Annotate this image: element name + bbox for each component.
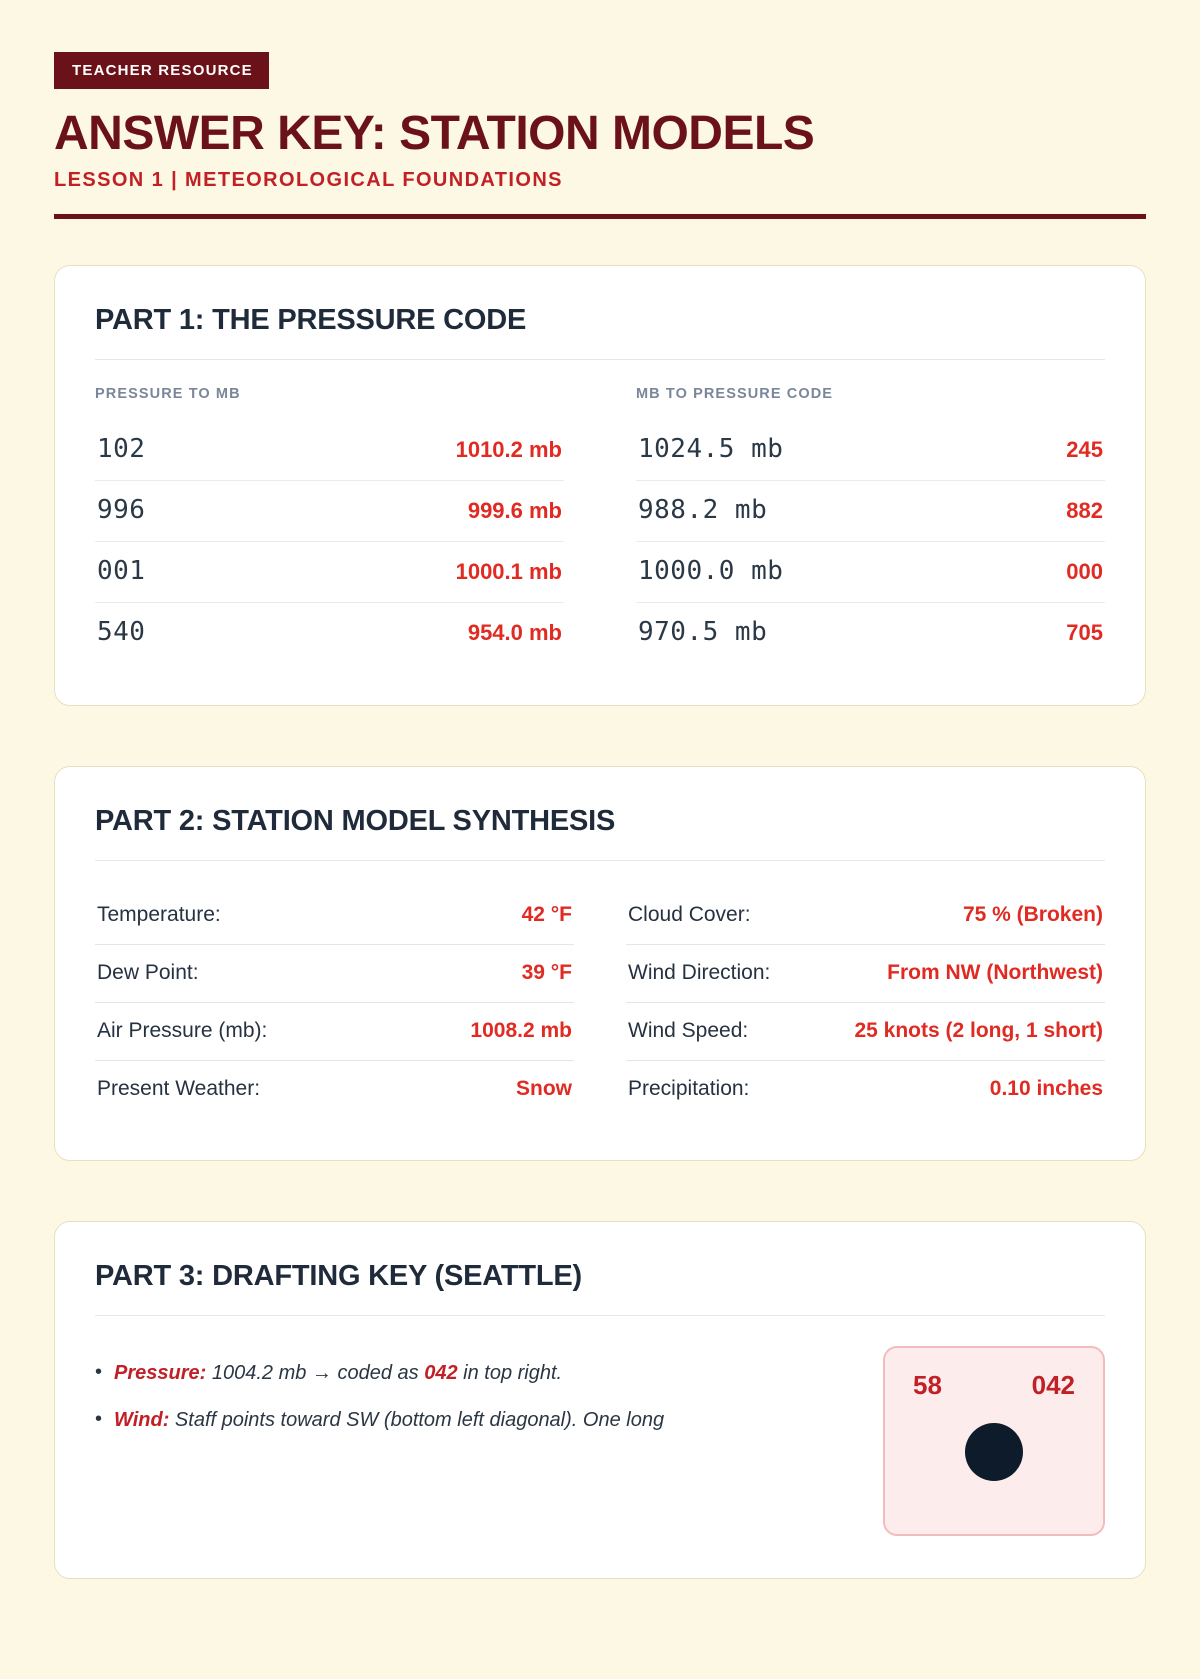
prompt-value: 1000.0 mb: [638, 556, 784, 587]
table-row: [95, 542, 564, 603]
station-model-diagram: [883, 1346, 1105, 1536]
bullet-text: [114, 1358, 562, 1389]
answer-value: 245: [1066, 437, 1103, 463]
list-item: [95, 945, 574, 1003]
bullet-text-before: 1004.2 mb → coded as: [206, 1362, 425, 1385]
teacher-resource-badge: TEACHER RESOURCE: [54, 52, 269, 89]
list-item: [626, 1003, 1105, 1061]
fact-value: Snow: [516, 1077, 572, 1101]
sky-cover-circle-icon: [965, 1423, 1023, 1481]
part3-card: [54, 1221, 1146, 1579]
bullet-key: Pressure:: [114, 1362, 207, 1385]
pressure-to-mb-heading: PRESSURE TO MB: [95, 386, 241, 403]
bullet-text-before: Staff points toward SW (bottom left diagonal). One long: [169, 1409, 665, 1432]
prompt-value: 1024.5 mb: [638, 434, 784, 465]
page-title: ANSWER KEY: STATION MODELS: [54, 107, 815, 160]
answer-value: 705: [1066, 620, 1103, 646]
station-model-temperature: 58: [913, 1370, 942, 1401]
list-item: [626, 1061, 1105, 1118]
part3-body: [95, 1342, 1105, 1536]
answer-value: 882: [1066, 498, 1103, 524]
answer-value: 954.0 mb: [467, 620, 562, 646]
fact-label: Wind Speed:: [628, 1019, 749, 1043]
synthesis-right-column: [626, 887, 1105, 1118]
prompt-value: 988.2 mb: [638, 495, 768, 526]
fact-label: Wind Direction:: [628, 961, 771, 985]
list-item: [626, 945, 1105, 1003]
fact-label: Cloud Cover:: [628, 903, 751, 927]
prompt-value: 540: [97, 617, 146, 648]
bullet-text: [114, 1405, 664, 1436]
bullet-dot-icon: •: [95, 1361, 103, 1384]
prompt-value: 996: [97, 495, 146, 526]
table-row: [95, 481, 564, 542]
station-model-top-row: [903, 1370, 1085, 1401]
fact-value: 75 % (Broken): [962, 903, 1103, 927]
fact-value: 25 knots (2 long, 1 short): [854, 1019, 1103, 1043]
list-item: [626, 887, 1105, 945]
fact-value: From NW (Northwest): [887, 961, 1103, 985]
pressure-to-mb-column: [95, 386, 564, 663]
part2-divider: [95, 860, 1105, 861]
table-row: [95, 603, 564, 663]
fact-label: Dew Point:: [97, 961, 199, 985]
answer-value: 999.6 mb: [467, 498, 562, 524]
fact-label: Present Weather:: [97, 1077, 261, 1101]
bullet-dot-icon: •: [95, 1408, 103, 1431]
table-row: [636, 481, 1105, 542]
station-model-pressure-code: 042: [1031, 1370, 1075, 1401]
table-row: [636, 420, 1105, 481]
prompt-value: 102: [97, 434, 146, 465]
mb-to-pressure-code-column: [636, 386, 1105, 663]
bullet-highlight: 042: [424, 1362, 458, 1385]
header-divider: [54, 214, 1146, 219]
part1-title: PART 1: THE PRESSURE CODE: [95, 304, 527, 337]
fact-value: 39 °F: [521, 961, 572, 985]
part2-title: PART 2: STATION MODEL SYNTHESIS: [95, 805, 616, 838]
table-row: [636, 542, 1105, 603]
bullet-text-after: in top right.: [457, 1362, 563, 1385]
answer-value: 1010.2 mb: [455, 437, 562, 463]
prompt-value: 970.5 mb: [638, 617, 768, 648]
drafting-key-bullets: [95, 1342, 853, 1452]
part1-columns: [95, 386, 1105, 663]
answer-value: 000: [1066, 559, 1103, 585]
fact-label: Temperature:: [97, 903, 221, 927]
part3-divider: [95, 1315, 1105, 1316]
fact-value: 0.10 inches: [989, 1077, 1103, 1101]
list-item: [95, 1061, 574, 1118]
fact-value: 42 °F: [521, 903, 572, 927]
table-row: [636, 603, 1105, 663]
bullet-key: Wind:: [114, 1409, 170, 1432]
part2-columns: [95, 887, 1105, 1118]
page-subtitle: LESSON 1 | METEOROLOGICAL FOUNDATIONS: [54, 169, 563, 192]
prompt-value: 001: [97, 556, 146, 587]
table-row: [95, 420, 564, 481]
fact-value: 1008.2 mb: [470, 1019, 572, 1043]
part3-title: PART 3: DRAFTING KEY (SEATTLE): [95, 1260, 583, 1293]
list-item: [95, 1358, 853, 1389]
fact-label: Air Pressure (mb):: [97, 1019, 268, 1043]
list-item: [95, 1003, 574, 1061]
list-item: [95, 1405, 853, 1436]
mb-to-pressure-code-heading: MB TO PRESSURE CODE: [636, 386, 834, 403]
list-item: [95, 887, 574, 945]
answer-value: 1000.1 mb: [455, 559, 562, 585]
part2-card: [54, 766, 1146, 1161]
part1-card: [54, 265, 1146, 706]
fact-label: Precipitation:: [628, 1077, 750, 1101]
document-header: [54, 52, 1146, 219]
synthesis-left-column: [95, 887, 574, 1118]
part1-divider: [95, 359, 1105, 360]
